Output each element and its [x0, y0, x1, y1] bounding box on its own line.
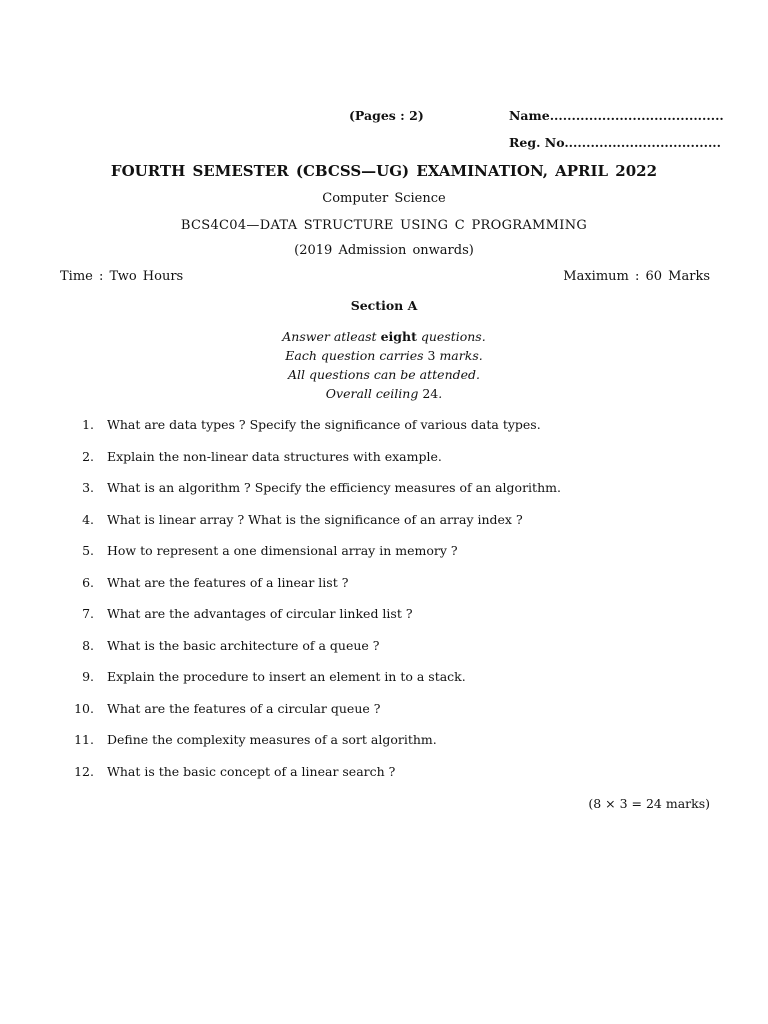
subject-name: Computer Science	[322, 191, 446, 206]
question-text: What are the features of a circular queue ?	[107, 700, 381, 716]
question-item	[60, 701, 720, 733]
section-marks-note: (8 × 3 = 24 marks)	[588, 796, 710, 811]
question-number: 2.	[82, 448, 94, 464]
question-text: What are the features of a linear list ?	[107, 574, 349, 590]
question-item	[60, 732, 720, 764]
course-title: BCS4C04—DATA STRUCTURE USING C PROGRAMMING	[180, 218, 588, 233]
time-allowed: Time : Two Hours	[60, 269, 184, 284]
question-number: 6.	[82, 574, 94, 590]
question-text: What is the basic architecture of a queue ?	[107, 637, 380, 653]
question-item	[60, 606, 720, 638]
question-item	[60, 480, 720, 512]
question-number: 9.	[82, 669, 94, 684]
instruction-line-2: Each question carries 3 marks.	[285, 348, 483, 363]
question-item	[60, 575, 720, 607]
question-item	[60, 512, 720, 544]
question-item	[60, 417, 720, 449]
question-number: 8.	[82, 637, 94, 653]
question-text: What are data types ? Specify the significance of various data types.	[107, 417, 541, 432]
question-number: 10.	[74, 700, 94, 716]
question-text: How to represent a one dimensional array in memory ?	[107, 543, 458, 558]
admission-note: (2019 Admission onwards)	[294, 243, 474, 258]
question-item	[60, 764, 720, 796]
question-text: Define the complexity measures of a sort algorithm.	[107, 732, 437, 747]
question-item	[60, 449, 720, 481]
question-number: 4.	[82, 511, 94, 527]
name-field-line: Name........................................	[509, 108, 724, 123]
question-number: 11.	[74, 732, 94, 747]
instruction-line-4: Overall ceiling 24.	[325, 386, 443, 401]
question-text: What is an algorithm ? Specify the efficiency measures of an algorithm.	[107, 480, 561, 495]
question-text: What is the basic concept of a linear search ?	[107, 763, 396, 779]
instruction-line-1: Answer atleast eight questions.	[282, 329, 486, 344]
question-text: Explain the non-linear data structures with example.	[107, 448, 442, 464]
instruction-line-3: All questions can be attended.	[287, 367, 481, 382]
maximum-marks: Maximum : 60 Marks	[563, 269, 710, 284]
question-text: Explain the procedure to insert an element in to a stack.	[107, 669, 466, 684]
question-item	[60, 638, 720, 670]
section-title: Section A	[350, 298, 418, 313]
question-number: 12.	[74, 763, 94, 779]
question-number: 7.	[82, 606, 94, 621]
question-number: 3.	[82, 480, 94, 495]
pages-count: (Pages : 2)	[349, 108, 424, 123]
exam-title: FOURTH SEMESTER (CBCSS—UG) EXAMINATION, APRIL 2022	[110, 162, 658, 180]
question-number: 5.	[82, 543, 94, 558]
question-text: What are the advantages of circular linked list ?	[107, 606, 413, 621]
question-text: What is linear array ? What is the significance of an array index ?	[107, 511, 523, 527]
question-item	[60, 669, 720, 701]
reg-no-field-line: Reg. No....................................	[509, 135, 721, 150]
question-number: 1.	[82, 417, 94, 432]
question-list	[60, 417, 720, 795]
question-item	[60, 543, 720, 575]
